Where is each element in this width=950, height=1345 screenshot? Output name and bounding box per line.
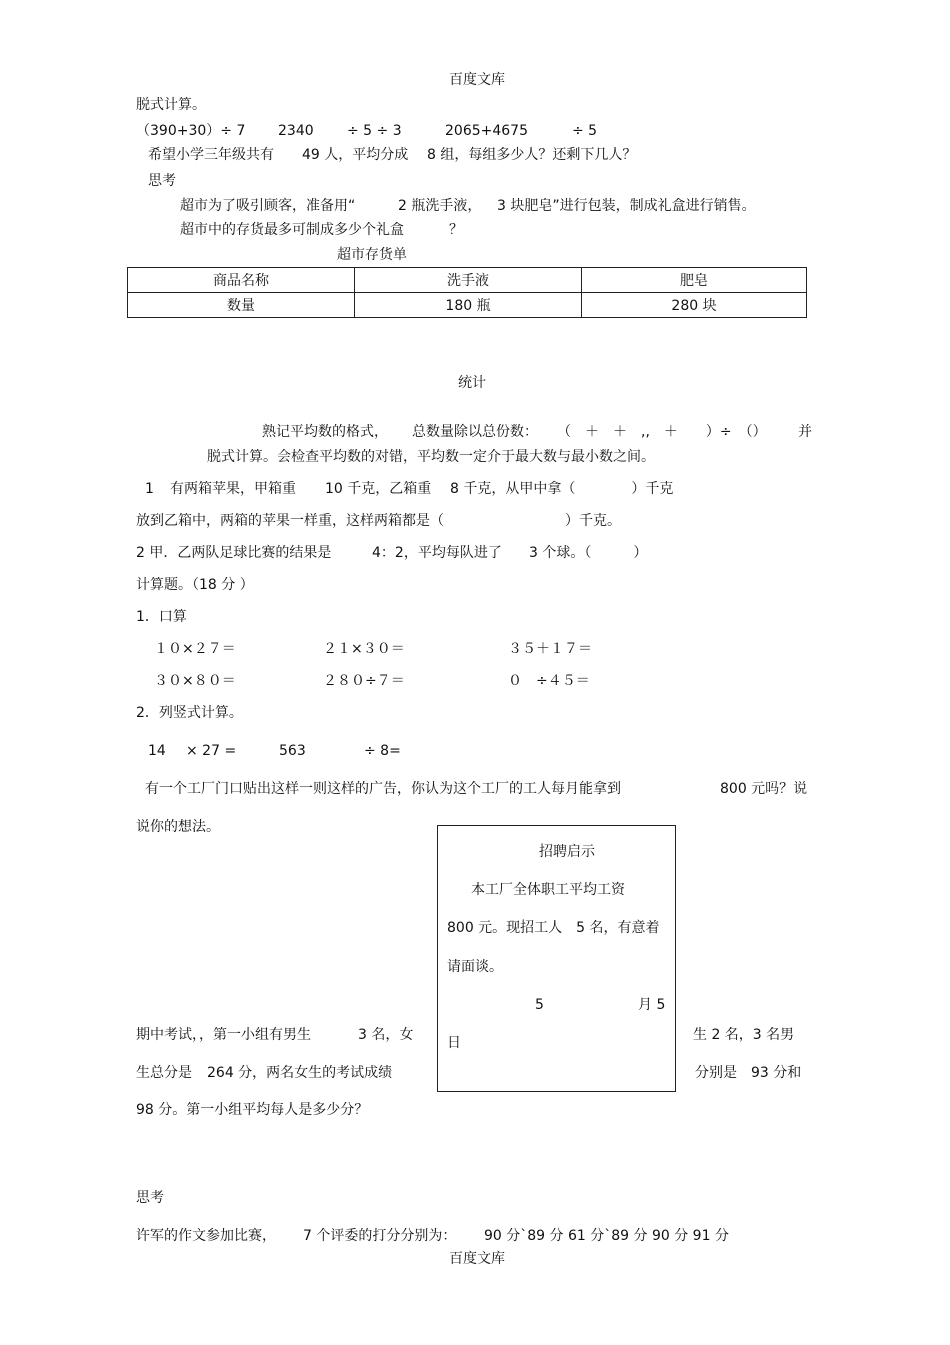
table-cell: 180 瓶 (355, 293, 582, 318)
q2-text: 4：2，平均每队进了 (372, 545, 502, 561)
oral-item: ２８０÷７＝ (323, 673, 405, 689)
oral-item: ３０×８０＝ (154, 673, 236, 689)
stats-line: 并 (798, 424, 812, 440)
stats-title: 统计 (458, 375, 486, 391)
expr-2: 2340 (278, 123, 314, 139)
problem-text: 希望小学三年级共有 (148, 147, 274, 163)
poster-title: 招聘启示 (539, 844, 595, 860)
exam-text: 生总分是 (136, 1065, 192, 1081)
poster-date: 日 (447, 1035, 461, 1051)
calc-title: 计算题。（18 分 ） (136, 577, 254, 593)
table-cell: 280 块 (582, 293, 807, 318)
exam-text: 分别是 93 分和 (695, 1065, 802, 1081)
table-header-cell: 洗手液 (355, 268, 582, 293)
vertical-item: × 27 = (186, 743, 237, 759)
q1-text: 10 千克，乙箱重 (325, 481, 432, 497)
supermarket-text: 超市为了吸引顾客，准备用“ (180, 198, 356, 214)
expr-1: （390+30）÷ 7 (136, 123, 246, 139)
table-caption: 超市存货单 (337, 247, 407, 263)
stats-line: 熟记平均数的格式， (262, 424, 388, 440)
vertical-item: ÷ 8= (364, 743, 401, 759)
stock-table (127, 267, 807, 318)
expr-3: ÷ 5 ÷ 3 (347, 123, 402, 139)
recruitment-poster (437, 825, 676, 1092)
think-label: 思考 (136, 1190, 164, 1206)
exam-text: 期中考试，，第一小组有男生 (136, 1027, 311, 1043)
ad-question: 有一个工厂门口贴出这样一则这样的广告，你认为这个工厂的工人每月能拿到 (145, 781, 621, 797)
oral-item: ３５＋１７＝ (508, 641, 592, 657)
poster-date: 5 (535, 997, 544, 1013)
table-row (128, 268, 807, 293)
exam-text: 264 分，两名女生的考试成绩 (207, 1065, 393, 1081)
poster-line: 800 元。现招工人 5 名，有意着 (447, 920, 660, 936)
q1-text: 放到乙箱中，两箱的苹果一样重，这样两箱都是（ (136, 513, 444, 529)
exam-text: 3 名，女 (358, 1027, 414, 1043)
q1-text: 有两箱苹果，甲箱重 (170, 481, 296, 497)
problem-text: 49 人，平均分成 (302, 147, 409, 163)
stats-line: 总数量除以总份数： (412, 424, 538, 440)
q1-text: 1 (145, 481, 154, 497)
poster-date: 月 5 (638, 997, 666, 1013)
poster-line: 本工厂全体职工平均工资 (471, 882, 625, 898)
expr-4: 2065+4675 (445, 123, 528, 139)
table-header-cell: 肥皂 (582, 268, 807, 293)
q2-text: 2 甲．乙两队足球比赛的结果是 (136, 545, 332, 561)
question-text: 超市中的存货最多可制成多少个礼盒 (180, 222, 404, 238)
oral-item: １０×２７＝ (154, 641, 236, 657)
page-footer: 百度文库 (449, 1251, 505, 1267)
expr-5: ÷ 5 (572, 123, 598, 139)
vertical-item: 14 (148, 743, 166, 759)
stats-line: （ ＋ ＋ ,, ＋ ）÷ （） (557, 424, 767, 440)
last-text: 7 个评委的打分分别为： (303, 1228, 457, 1244)
q1-text: 8 千克，从甲中拿（ ）千克 (450, 481, 674, 497)
q2-text: 3 个球。（ ） (529, 545, 648, 561)
exam-text: 生 2 名，3 名男 (693, 1027, 795, 1043)
page-header: 百度文库 (449, 72, 505, 88)
problem-text: 8 组，每组多少人？还剩下几人？ (427, 147, 637, 163)
vertical-title: 2．列竖式计算。 (136, 705, 243, 721)
question-text: ？ (449, 222, 463, 238)
last-text: 90 分`89 分 61 分`89 分 90 分 91 分 (484, 1228, 729, 1244)
vertical-item: 563 (279, 743, 306, 759)
section-title: 脱式计算。 (136, 97, 206, 113)
q1-text: ）千克。 (565, 513, 621, 529)
ad-question: 800 元吗？说 (720, 781, 808, 797)
poster-line: 请面谈。 (447, 959, 503, 975)
table-header-cell: 商品名称 (128, 268, 355, 293)
supermarket-text: 2 瓶洗手液， (398, 198, 482, 214)
supermarket-text: 3 块肥皂”进行包装，制成礼盒进行销售。 (497, 198, 756, 214)
table-row (128, 293, 807, 318)
stats-line: 脱式计算。会检查平均数的对错，平均数一定介于最大数与最小数之间。 (207, 449, 655, 465)
oral-item: ２１×３０＝ (323, 641, 405, 657)
last-text: 许军的作文参加比赛， (136, 1228, 276, 1244)
table-cell: 数量 (128, 293, 355, 318)
think-label: 思考 (148, 173, 176, 189)
oral-title: 1．口算 (136, 609, 187, 625)
ad-question: 说你的想法。 (136, 819, 220, 835)
exam-text: 98 分。第一小组平均每人是多少分？ (136, 1102, 369, 1118)
oral-item: ０ ÷４５＝ (508, 673, 590, 689)
